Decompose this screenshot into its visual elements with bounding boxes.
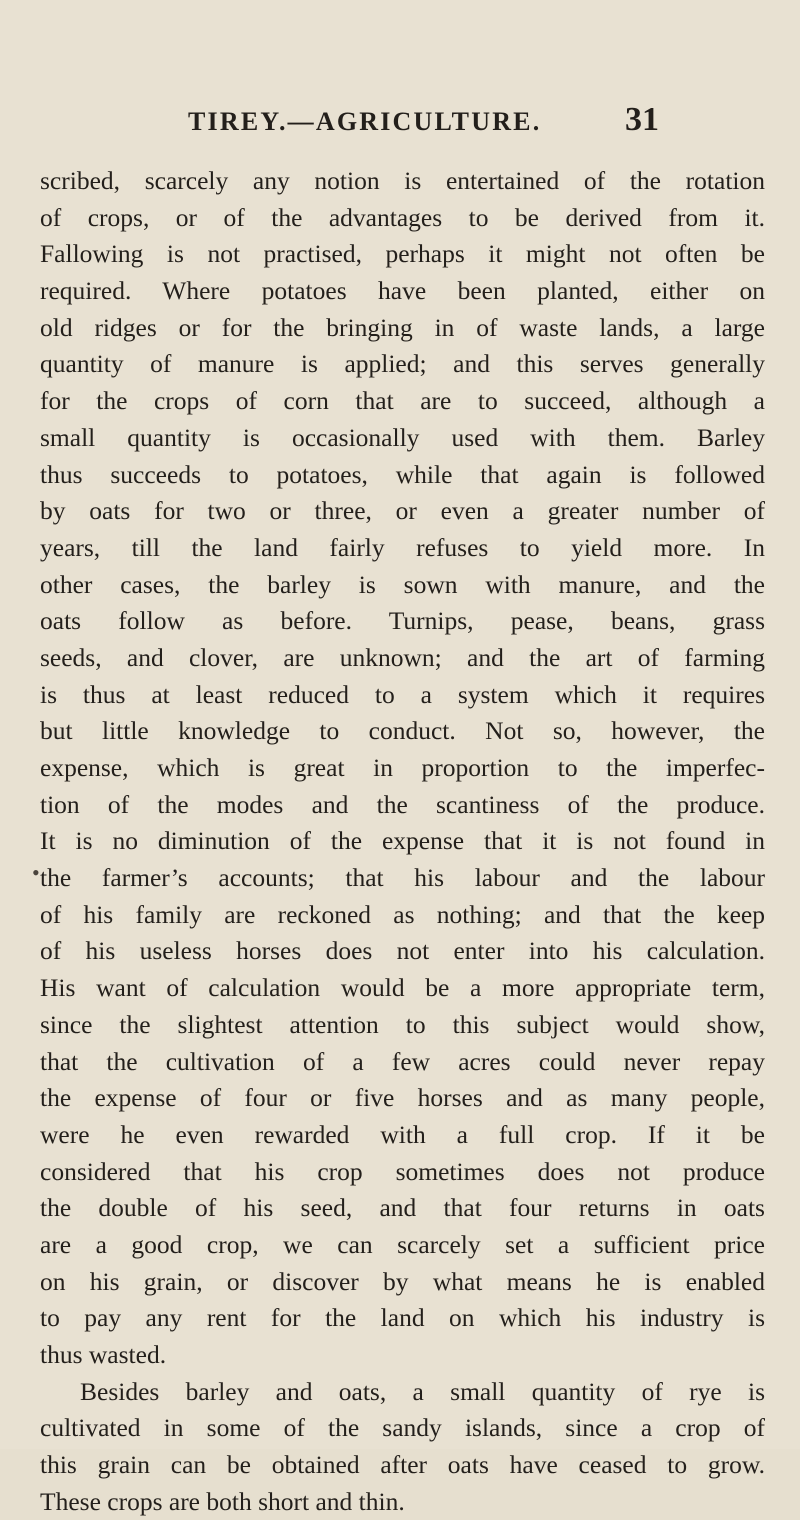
text-line: Besides barley and oats, a small quantity of rye is (80, 1376, 765, 1406)
text-line: years, till the land fairly refuses to yield more. In (40, 532, 765, 562)
text-line: of crops, or of the advantages to be derived from it. (40, 202, 765, 232)
text-line: the farmer’s accounts; that his labour and the labour (40, 863, 765, 893)
text-line: is thus at least reduced to a system which it requires (40, 679, 765, 709)
text-line: It is no diminution of the expense that it is not found in (40, 826, 765, 856)
text-line: thus succeeds to potatoes, while that again is followed (40, 459, 765, 489)
page-number: 31 (625, 101, 659, 138)
text-line: required. Where potatoes have been planted, either on (40, 276, 765, 306)
text-line: cultivated in some of the sandy islands, since a crop of (40, 1413, 765, 1443)
text-line: Fallowing is not practised, perhaps it might not often be (40, 239, 765, 269)
text-line: on his grain, or discover by what means he is enabled (40, 1266, 765, 1296)
text-line: to pay any rent for the land on which his industry is (40, 1303, 765, 1333)
text-line: thus wasted. (40, 1340, 167, 1369)
text-line: for the crops of corn that are to succeed, although a (40, 386, 765, 416)
text-line: are a good crop, we can scarcely set a sufficient price (40, 1229, 765, 1259)
margin-mark: • (32, 860, 40, 885)
text-line: expense, which is great in proportion to the imperfec- (40, 753, 765, 782)
text-line: quantity of manure is applied; and this serves generally (40, 349, 765, 379)
text-line: that the cultivation of a few acres could never repay (40, 1046, 765, 1076)
text-line: seeds, and clover, are unknown; and the art of farming (40, 642, 765, 672)
text-line: small quantity is occasionally used with them. Barley (40, 422, 765, 452)
text-line: by oats for two or three, or even a greater number of (40, 496, 765, 526)
text-line: of his useless horses does not enter into his calculation. (40, 936, 765, 966)
text-line: were he even rewarded with a full crop. If it be (40, 1119, 765, 1149)
text-line: the expense of four or five horses and as many people, (40, 1083, 765, 1113)
text-line: the double of his seed, and that four returns in oats (40, 1193, 765, 1223)
text-line: tion of the modes and the scantiness of the produce. (40, 789, 765, 819)
text-line: other cases, the barley is sown with manure, and the (40, 569, 765, 599)
text-line: scribed, scarcely any notion is entertained of the rotation (40, 166, 765, 195)
running-title: TIREY.—AGRICULTURE. (188, 107, 542, 136)
text-line: His want of calculation would be a more appropriate term, (40, 973, 765, 1003)
text-line: since the slightest attention to this subject would show, (40, 1009, 765, 1039)
body-text (40, 163, 765, 1520)
text-line: old ridges or for the bringing in of waste lands, a large (40, 312, 765, 342)
text-line: of his family are reckoned as nothing; and that the keep (40, 899, 765, 929)
text-line: but little knowledge to conduct. Not so, however, the (40, 716, 765, 746)
text-line: oats follow as before. Turnips, pease, beans, grass (40, 606, 765, 636)
text-line: These crops are both short and thin. (40, 1486, 405, 1516)
text-line: this grain can be obtained after oats have ceased to grow. (40, 1450, 765, 1480)
text-line: considered that his crop sometimes does not produce (40, 1156, 765, 1186)
